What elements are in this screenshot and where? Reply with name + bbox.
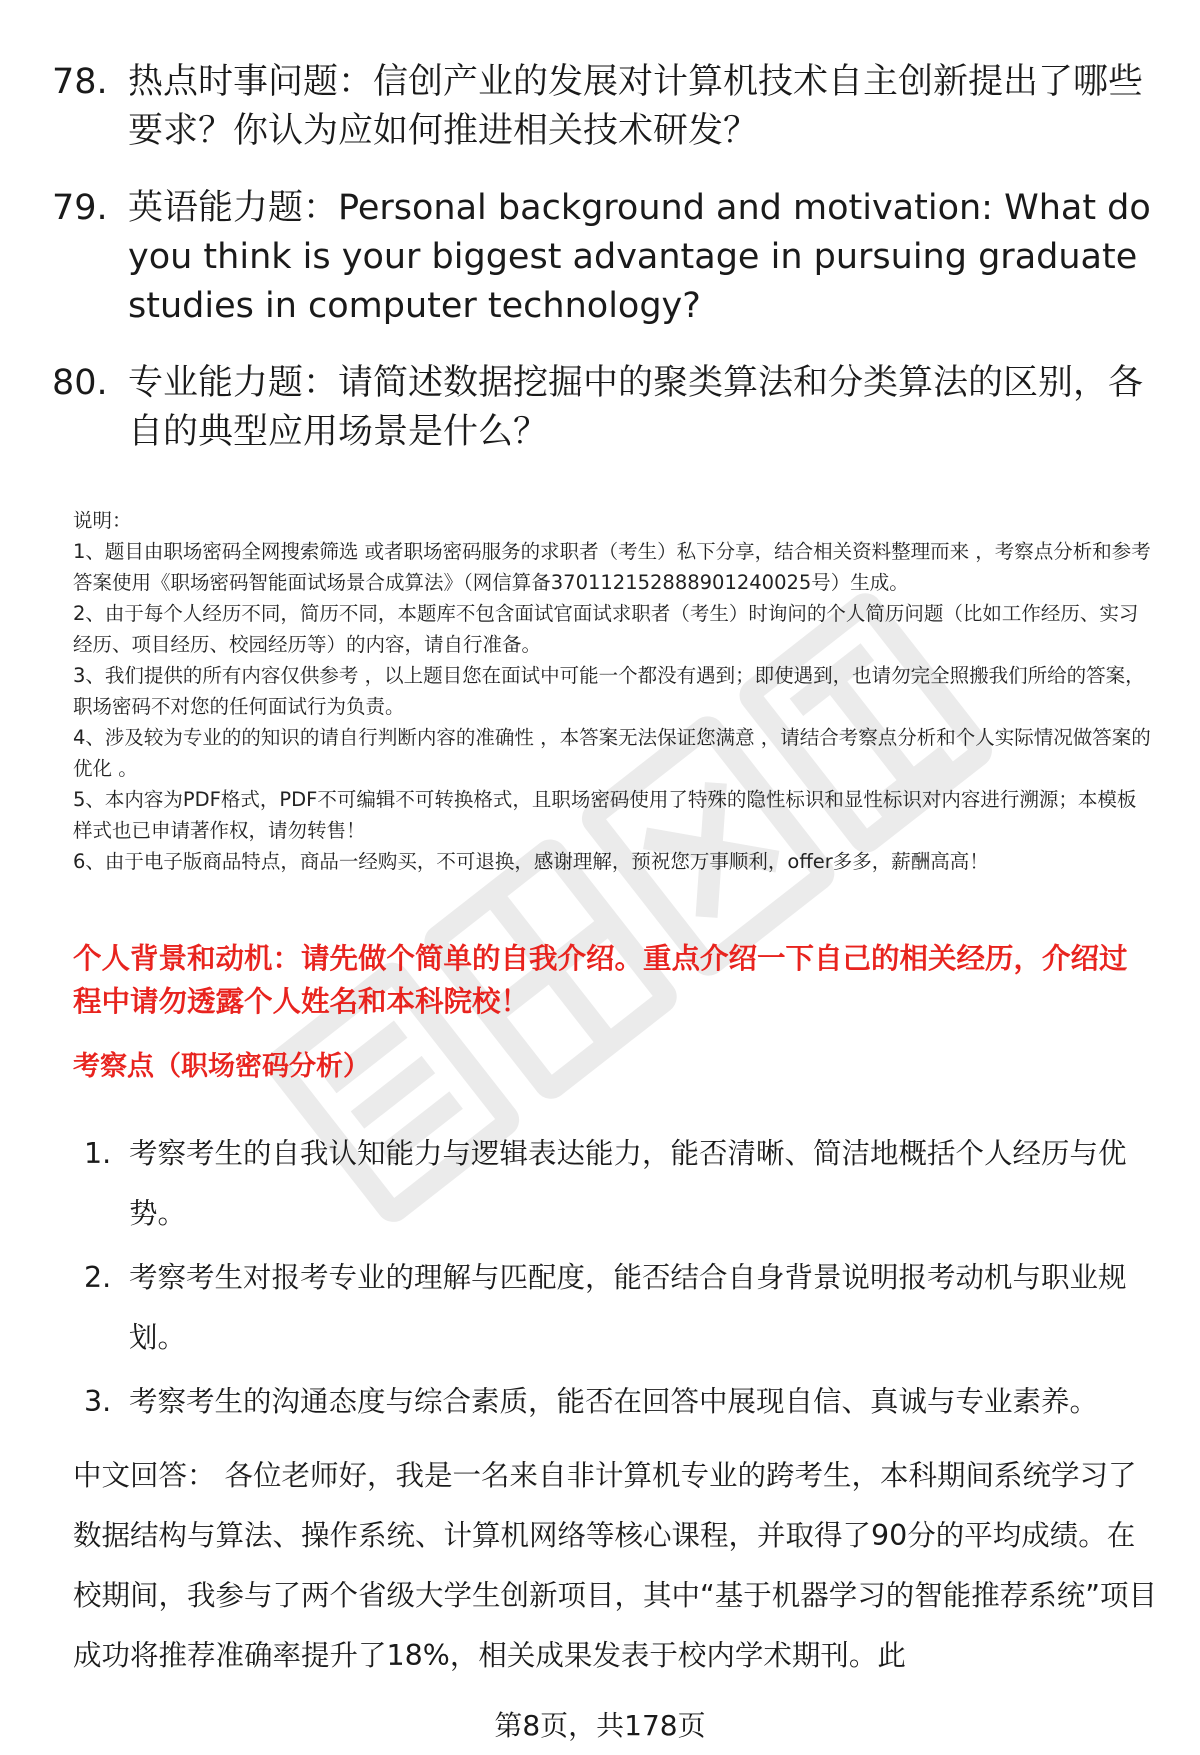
analysis-points	[84, 1124, 1154, 1436]
note-item: 2、由于每个人经历不同，简历不同，本题库不包含面试官面试求职者（考生）时询问的个人简历问题（比如工作经历、实习经历、项目经历、校园经历等）的内容，请自行准备。	[73, 602, 1139, 656]
question-item	[52, 359, 1152, 457]
question-text: 英语能力题：Personal background and motivation: What do you think is your biggest advantage in pursuing graduate studies in computer technology?	[128, 188, 1151, 326]
note-item: 4、涉及较为专业的的知识的请自行判断内容的准确性 ，本答案无法保证您满意 ，请结合考察点分析和个人实际情况做答案的优化 。	[73, 726, 1151, 780]
analysis-point	[84, 1372, 1154, 1432]
question-item	[52, 58, 1152, 156]
analysis-heading: 考察点（职场密码分析）	[73, 1051, 370, 1082]
note-item: 5、本内容为PDF格式，PDF不可编辑不可转换格式，且职场密码使用了特殊的隐性标识和显性标识对内容进行溯源；本模板样式也已申请著作权，请勿转售！	[73, 788, 1137, 842]
note-item: 1、题目由职场密码全网搜索筛选 或者职场密码服务的求职者（考生）私下分享，结合相关资料整理而来 ，考察点分析和参考答案使用《职场密码智能面试场景合成算法》（网信算备370112152888901240025号）生成。	[73, 540, 1151, 594]
question-text: 热点时事问题：信创产业的发展对计算机技术自主创新提出了哪些要求？你认为应如何推进相关技术研发？	[128, 62, 1144, 151]
analysis-point	[84, 1124, 1154, 1244]
analysis-point	[84, 1248, 1154, 1368]
note-item: 3、我们提供的所有内容仅供参考 ，以上题目您在面试中可能一个都没有遇到；即使遇到，也请勿完全照搬我们所给的答案，职场密码不对您的任何面试行为负责。	[73, 664, 1145, 718]
point-text: 考察考生的自我认知能力与逻辑表达能力，能否清晰、简洁地概括个人经历与优势。	[129, 1137, 1127, 1230]
point-number: 1.	[84, 1137, 112, 1170]
question-item	[52, 184, 1152, 331]
point-text: 考察考生的沟通态度与综合素质，能否在回答中展现自信、真诚与专业素养。	[129, 1385, 1099, 1418]
question-number: 79.	[52, 188, 108, 228]
notes-section	[73, 505, 1153, 877]
question-list	[52, 58, 1152, 485]
question-text: 专业能力题：请简述数据挖掘中的聚类算法和分类算法的区别，各自的典型应用场景是什么？	[128, 363, 1144, 452]
chinese-answer: 中文回答： 各位老师好，我是一名来自非计算机专业的跨考生，本科期间系统学习了数据结构与算法、操作系统、计算机网络等核心课程，并取得了90分的平均成绩。在校期间，我参与了两个省级大学生创新项目，其中“基于机器学习的智能推荐系统”项目成功将推荐准确率提升了18%，相关成果发表于校内学术期刊。此	[73, 1459, 1158, 1672]
note-item: 6、由于电子版商品特点，商品一经购买，不可退换，感谢理解，预祝您万事顺利，offer多多，薪酬高高！	[73, 850, 989, 873]
page-footer: 第8页，共178页	[494, 1709, 706, 1742]
question-heading: 个人背景和动机：请先做个简单的自我介绍。重点介绍一下自己的相关经历，介绍过程中请勿透露个人姓名和本科院校！	[73, 942, 1128, 1018]
notes-title: 说明：	[73, 509, 132, 532]
question-number: 78.	[52, 62, 108, 102]
point-number: 2.	[84, 1261, 112, 1294]
question-number: 80.	[52, 363, 108, 403]
point-text: 考察考生对报考专业的理解与匹配度，能否结合自身背景说明报考动机与职业规划。	[129, 1261, 1127, 1354]
point-number: 3.	[84, 1385, 112, 1418]
